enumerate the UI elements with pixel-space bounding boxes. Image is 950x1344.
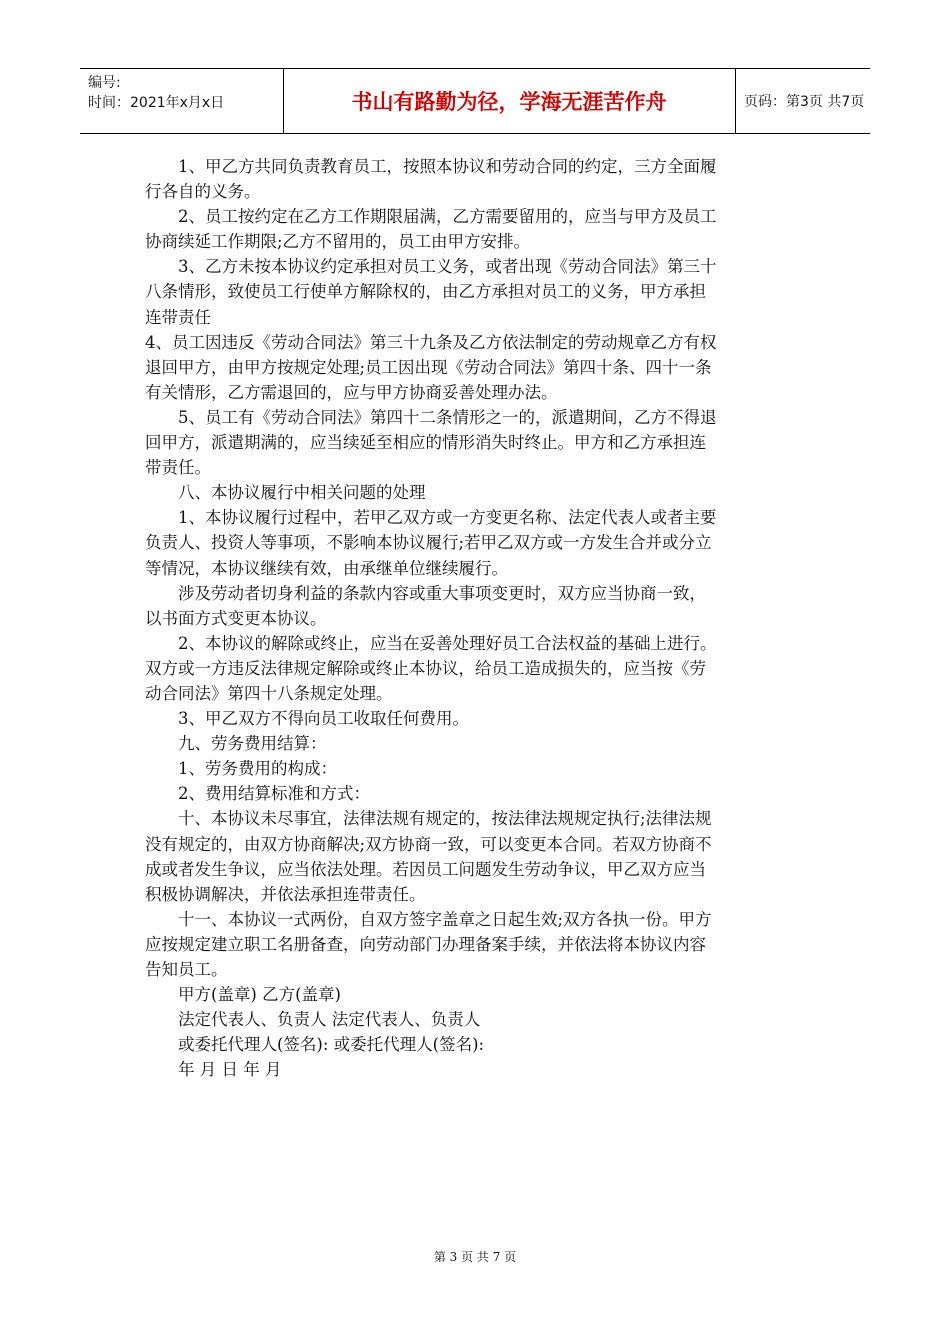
body-text-line: 涉及劳动者切身利益的条款内容或重大事项变更时，双方应当协商一致，: [178, 583, 706, 603]
body-text-line: 3、乙方未按本协议约定承担对员工义务，或者出现《劳动合同法》第三十: [178, 257, 717, 277]
document-body: [145, 154, 805, 1082]
body-text-line: 2、本协议的解除或终止，应当在妥善处理好员工合法权益的基础上进行。: [178, 633, 717, 653]
body-text-line: 成或者发生争议，应当依法处理。若因员工问题发生劳动争议，甲乙双方应当: [145, 859, 706, 879]
body-text-line: 十一、本协议一式两份，自双方签字盖章之日起生效;双方各执一份。甲方: [178, 909, 712, 929]
document-number-label: 编号:: [88, 75, 121, 91]
body-text-line: 法定代表人、负责人 法定代表人、负责人: [178, 1010, 481, 1030]
body-text-line: 有关情形，乙方需退回的，应与甲方协商妥善处理办法。: [145, 382, 558, 402]
body-text-line: 1、劳务费用的构成：: [178, 759, 337, 779]
body-text-line: 1、甲乙方共同负责教育员工，按照本协议和劳动合同的约定，三方全面履: [178, 157, 717, 176]
body-text-line: 没有规定的，由双方协商解决;双方协商一致，可以变更本合同。若双方协商不: [145, 834, 712, 854]
header-info-cell: [80, 69, 284, 133]
body-text-line: 八条情形，致使员工行使单方解除权的，由乙方承担对员工的义务，甲方承担: [145, 282, 706, 302]
body-text-line: 以书面方式变更本协议。: [145, 608, 327, 628]
body-text-line: 负责人、投资人等事项，不影响本协议履行;若甲乙双方或一方发生合并或分立: [145, 533, 712, 553]
body-text-line: 年 月 日 年 月: [178, 1060, 282, 1080]
body-text-line: 或委托代理人(签名): 或委托代理人(签名):: [178, 1035, 485, 1055]
header-page-cell: [735, 69, 870, 133]
body-text-line: 5、员工有《劳动合同法》第四十二条情形之一的，派遣期间，乙方不得退: [178, 407, 717, 427]
page-header: [80, 68, 870, 134]
body-text-line: 2、费用结算标准和方式：: [178, 784, 370, 804]
body-text-line: 等情况，本协议继续有效，由承继单位继续履行。: [145, 558, 508, 578]
body-text-line: 协商续延工作期限;乙方不留用的，员工由甲方安排。: [145, 232, 531, 252]
body-text-line: 告知员工。: [145, 960, 228, 979]
body-text-line: 3、甲乙双方不得向员工收取任何费用。: [178, 709, 469, 729]
body-text-line: 积极协调解决，并依法承担连带责任。: [145, 884, 426, 904]
body-text-line: 甲方(盖章) 乙方(盖章): [178, 985, 341, 1005]
body-text-line: 九、劳务费用结算：: [178, 734, 327, 754]
document-date-label: 时间：2021年x月x日: [88, 95, 225, 111]
body-text-line: 行各自的义务。: [145, 182, 261, 202]
body-text-line: 带责任。: [145, 458, 211, 478]
header-motto: 书山有路勤为径，学海无涯苦作舟: [351, 90, 667, 114]
body-text-line: 退回甲方，由甲方按规定处理;员工因出现《劳动合同法》第四十条、四十一条: [145, 357, 712, 377]
body-text-line: 双方或一方违反法律规定解除或终止本协议，给员工造成损失的，应当按《劳: [145, 658, 706, 678]
body-text-line: 动合同法》第四十八条规定处理。: [145, 683, 393, 703]
page-footer: 第 3 页 共 7 页: [433, 1250, 517, 1264]
body-text-line: 八、本协议履行中相关问题的处理: [178, 483, 426, 503]
body-text-line: 十、本协议未尽事宜，法律法规有规定的，按法律法规规定执行;法律法规: [178, 809, 712, 829]
header-page-info: 页码：第3页 共7页: [744, 94, 865, 110]
header-motto-cell: [283, 69, 736, 133]
body-text-line: 4、员工因违反《劳动合同法》第三十九条及乙方依法制定的劳动规章乙方有权: [145, 332, 717, 352]
body-text-line: 2、员工按约定在乙方工作期限届满，乙方需要留用的，应当与甲方及员工: [178, 207, 717, 227]
body-text-line: 1、本协议履行过程中，若甲乙双方或一方变更名称、法定代表人或者主要: [178, 508, 717, 528]
body-text-line: 连带责任: [145, 307, 211, 327]
body-text-line: 回甲方，派遣期满的，应当续延至相应的情形消失时终止。甲方和乙方承担连: [145, 433, 706, 453]
body-text-line: 应按规定建立职工名册备查，向劳动部门办理备案手续，并依法将本协议内容: [145, 934, 706, 954]
